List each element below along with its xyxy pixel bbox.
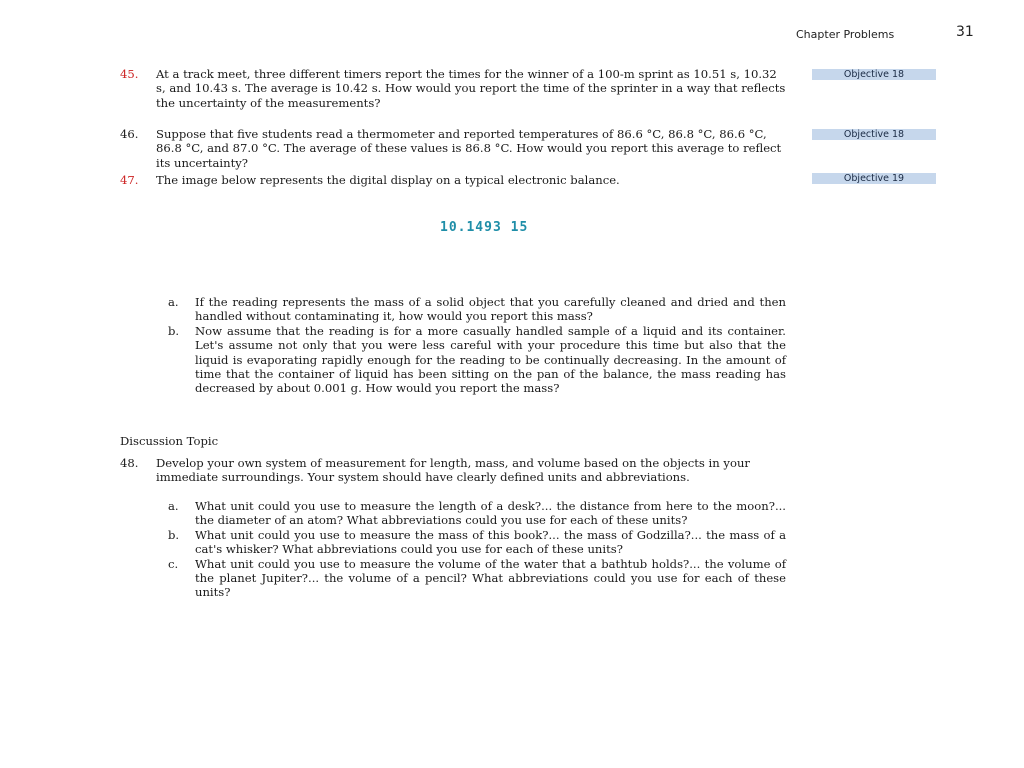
problem-text: Suppose that five students read a thermometer and reported temperatures of 86.6 °C, 86.8 °C, 86.6 °C, 86.8 °C, and 87.0 °C. The average of these values is 86.8 °C. How would you report this average to reflect its uncertainty? <box>156 127 782 170</box>
subitem-letter: a. <box>168 499 179 513</box>
problem-number: 45. <box>120 67 139 81</box>
subitem-letter: a. <box>168 295 179 309</box>
problem-48-subitems <box>168 499 786 600</box>
problem-45 <box>120 67 790 110</box>
subitem-a <box>168 295 786 324</box>
subitem-c <box>168 557 786 600</box>
problem-47 <box>120 173 790 187</box>
subitem-letter: b. <box>168 527 180 542</box>
problem-number: 46. <box>120 127 139 141</box>
problem-text: Develop your own system of measurement for length, mass, and volume based on the objects in your immediate surroundings. Your system should have clearly defined units and abbreviations. <box>156 456 750 485</box>
chapter-section-label: Chapter Problems <box>796 28 895 41</box>
subitem-text: What unit could you use to measure the mass of this book?... the mass of Godzilla?... the mass of a cat's whisker? What abbreviations could you use for each of these units? <box>195 527 786 557</box>
subitem-text: What unit could you use to measure the length of a desk?... the distance from here to the moon?... the diameter of an atom? What abbreviations could you use for each of these units? <box>195 499 786 528</box>
objective-badge-47: Objective 19 <box>812 173 936 184</box>
balance-display-reading: 10.1493 15 <box>440 220 529 235</box>
discussion-topic-heading: Discussion Topic <box>120 434 219 448</box>
subitem-b <box>168 528 786 557</box>
subitem-a <box>168 499 786 528</box>
problem-number: 48. <box>120 456 139 470</box>
subitem-text: If the reading represents the mass of a solid object that you carefully cleaned and dried and then handled without contaminating it, how would you report this mass? <box>195 295 786 324</box>
problem-46 <box>120 127 790 170</box>
problem-text: At a track meet, three different timers report the times for the winner of a 100-m sprint as 10.51 s, 10.32 s, and 10.43 s. The average is 10.42 s. How would you report the time of the sprinter in a way that reflects the uncertainty of the measurements? <box>156 67 786 110</box>
problem-text: The image below represents the digital display on a typical electronic balance. <box>156 173 620 187</box>
objective-badge-45: Objective 18 <box>812 69 936 80</box>
problem-48 <box>120 456 790 485</box>
subitem-text: Now assume that the reading is for a more casually handled sample of a liquid and its container. Let's assume not only that you were less careful with your procedure this time but also that the liquid is evaporating rapidly enough for the reading to be continually decreasing. In the amount of time that the container of liquid has been sitting on the pan of the balance, the mass reading has decreased by about 0.001 g. How would you report the mass? <box>195 323 786 396</box>
problem-number: 47. <box>120 173 139 187</box>
subitem-letter: c. <box>168 556 179 571</box>
subitem-text: What unit could you use to measure the volume of the water that a bathtub holds?... the volume of the planet Jupiter?... the volume of a pencil? What abbreviations could you use for each of these units? <box>195 556 786 600</box>
page-number: 31 <box>956 24 974 40</box>
subitem-letter: b. <box>168 323 180 338</box>
subitem-b <box>168 324 786 396</box>
problem-47-subitems <box>168 295 786 396</box>
objective-badge-46: Objective 18 <box>812 129 936 140</box>
